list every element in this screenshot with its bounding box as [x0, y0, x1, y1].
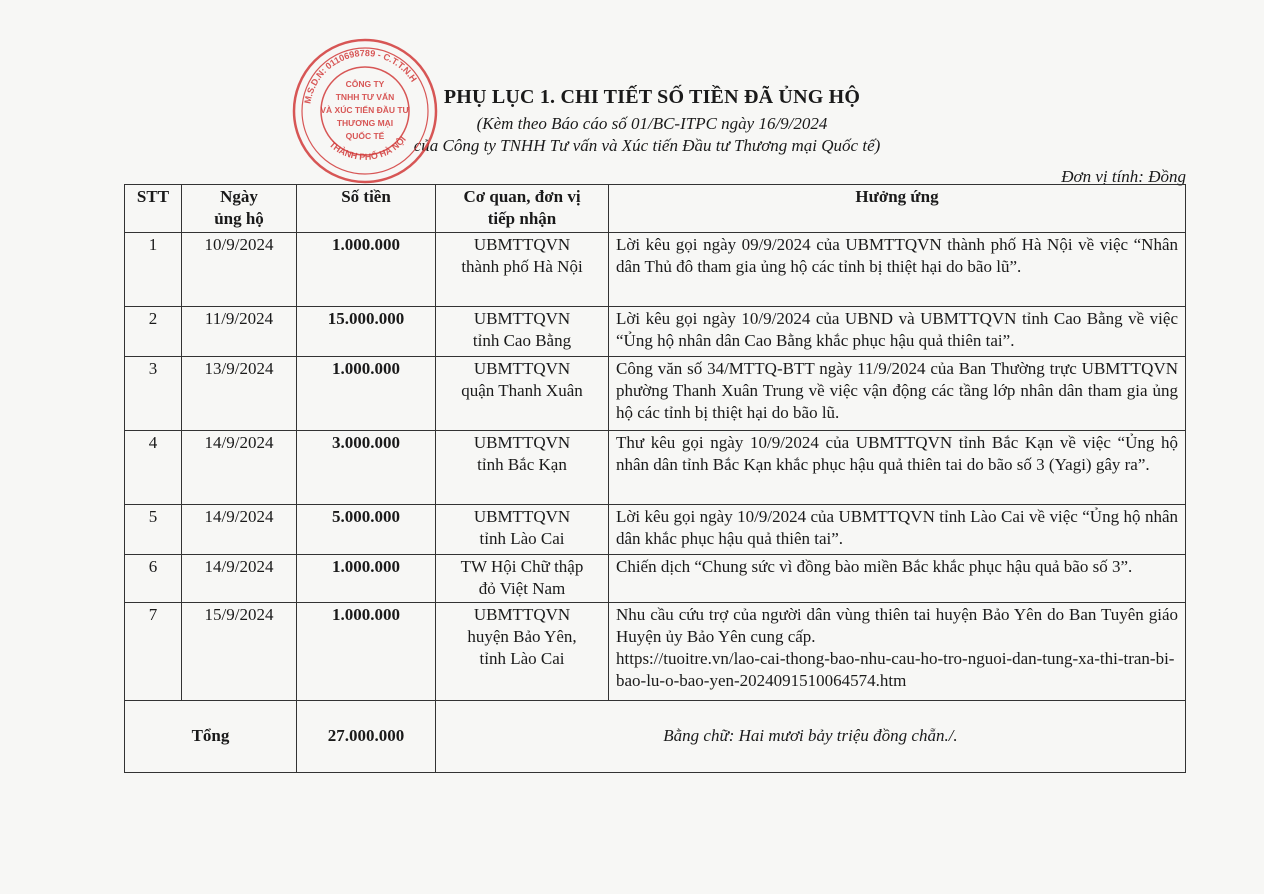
row-org-line2: thành phố Hà Nội: [461, 257, 583, 276]
header-date: [182, 185, 297, 233]
header-amount: Số tiền: [297, 185, 436, 233]
row-date: 14/9/2024: [182, 431, 297, 505]
row-org-line1: UBMTTQVN: [473, 433, 571, 452]
row-org: [436, 505, 609, 555]
row-amount: 1.000.000: [297, 603, 436, 701]
header-response: Hưởng ứng: [609, 185, 1186, 233]
stamp-center-line: VÀ XÚC TIẾN ĐẦU TƯ: [320, 105, 410, 115]
stamp-center-line: QUỐC TẾ: [345, 131, 385, 141]
row-org: [436, 431, 609, 505]
header-date-line2: ủng hộ: [214, 209, 264, 228]
header-date-line1: Ngày: [220, 187, 258, 206]
row-response: Lời kêu gọi ngày 10/9/2024 của UBMTTQVN tỉnh Lào Cai về việc “Ủng hộ nhân dân khắc phục hậu quả thiên tai”.: [609, 505, 1186, 555]
row-response-url: https://tuoitre.vn/lao-cai-thong-bao-nhu-cau-ho-tro-nguoi-dan-tung-xa-thi-tran-bi-bao-lu-o-bao-yen-2024091510064574.htm: [616, 649, 1175, 690]
row-amount: 1.000.000: [297, 233, 436, 307]
total-label: Tổng: [125, 701, 297, 773]
row-org: [436, 555, 609, 603]
row-org-line2: huyện Bảo Yên,: [467, 627, 577, 646]
row-org-line1: UBMTTQVN: [473, 605, 571, 624]
row-date: 14/9/2024: [182, 555, 297, 603]
row-org-line1: UBMTTQVN: [473, 507, 571, 526]
row-amount: 15.000.000: [297, 307, 436, 357]
row-stt: 1: [125, 233, 182, 307]
document-title: PHỤ LỤC 1. CHI TIẾT SỐ TIỀN ĐÃ ỦNG HỘ: [443, 86, 861, 108]
row-org: [436, 307, 609, 357]
document-subtitle-line1: (Kèm theo Báo cáo số 01/BC-ITPC ngày 16/9/2024: [476, 114, 828, 133]
unit-label: Đơn vị tính: Đồng: [1061, 167, 1186, 186]
row-response-text: Nhu cầu cứu trợ của người dân vùng thiên tai huyện Bảo Yên do Ban Tuyên giáo Huyện ủy Bảo Yên cung cấp.: [616, 605, 1178, 646]
company-seal-stamp: [290, 36, 440, 186]
row-date: 11/9/2024: [182, 307, 297, 357]
table-row: [125, 555, 1186, 603]
row-stt: 7: [125, 603, 182, 701]
row-org-line1: UBMTTQVN: [473, 235, 571, 254]
row-amount: 5.000.000: [297, 505, 436, 555]
row-org-line2: quận Thanh Xuân: [461, 381, 583, 400]
row-org-line1: UBMTTQVN: [473, 309, 571, 328]
row-amount: 1.000.000: [297, 555, 436, 603]
row-org-line1: TW Hội Chữ thập: [460, 557, 584, 576]
row-amount: 1.000.000: [297, 357, 436, 431]
document-header: [0, 86, 1264, 157]
stamp-ring-bottom-text: THÀNH PHỐ HÀ NỘI: [327, 134, 408, 162]
header-stt: STT: [125, 185, 182, 233]
stamp-center-line: TNHH TƯ VẤN: [335, 92, 395, 102]
total-amount: 27.000.000: [297, 701, 436, 773]
row-response: Thư kêu gọi ngày 10/9/2024 của UBMTTQVN tỉnh Bắc Kạn về việc “Ủng hộ nhân dân tỉnh Bắc Kạn khắc phục hậu quả thiên tai do bão số 3 (Yagi) gây ra”.: [609, 431, 1186, 505]
header-org: [436, 185, 609, 233]
row-response: Lời kêu gọi ngày 10/9/2024 của UBND và UBMTTQVN tỉnh Cao Bằng về việc “Ủng hộ nhân dân Cao Bằng khắc phục hậu quả thiên tai”.: [609, 307, 1186, 357]
row-date: 10/9/2024: [182, 233, 297, 307]
row-org-line2: đỏ Việt Nam: [478, 579, 566, 598]
donation-table: [124, 184, 1186, 773]
row-org: [436, 603, 609, 701]
row-org-line2: tỉnh Lào Cai: [479, 529, 565, 548]
row-stt: 3: [125, 357, 182, 431]
stamp-center-line: CÔNG TY: [345, 79, 385, 89]
row-stt: 4: [125, 431, 182, 505]
total-in-words: Bằng chữ: Hai mươi bảy triệu đồng chẵn./.: [436, 701, 1186, 773]
row-response: [609, 603, 1186, 701]
row-response: Chiến dịch “Chung sức vì đồng bào miền Bắc khắc phục hậu quả bão số 3”.: [609, 555, 1186, 603]
table-row: [125, 357, 1186, 431]
row-amount: 3.000.000: [297, 431, 436, 505]
row-date: 15/9/2024: [182, 603, 297, 701]
table-row: [125, 505, 1186, 555]
row-stt: 2: [125, 307, 182, 357]
header-org-line2: tiếp nhận: [487, 209, 557, 228]
stamp-center-line: THƯƠNG MẠI: [336, 118, 394, 128]
stamp-ring-top-text: M.S.D.N: 0110698789 - C.T.T.N.H: [302, 47, 419, 105]
table-row: [125, 233, 1186, 307]
table-row: [125, 603, 1186, 701]
table-row: [125, 307, 1186, 357]
document-subtitle-line2: của Công ty TNHH Tư vấn và Xúc tiến Đầu tư Thương mại Quốc tế): [413, 136, 881, 155]
header-org-line1: Cơ quan, đơn vị: [463, 187, 581, 206]
row-stt: 6: [125, 555, 182, 603]
total-row: [125, 701, 1186, 773]
row-response: Công văn số 34/MTTQ-BTT ngày 11/9/2024 của Ban Thường trực UBMTTQVN phường Thanh Xuân Trung về việc vận động các tầng lớp nhân dân tham gia ủng hộ các tỉnh bị thiệt hại do bão lũ.: [609, 357, 1186, 431]
row-date: 14/9/2024: [182, 505, 297, 555]
row-date: 13/9/2024: [182, 357, 297, 431]
row-org-line1: UBMTTQVN: [473, 359, 571, 378]
row-response: Lời kêu gọi ngày 09/9/2024 của UBMTTQVN thành phố Hà Nội về việc “Nhân dân Thủ đô tham gia ủng hộ các tỉnh bị thiệt hại do bão lũ”.: [609, 233, 1186, 307]
row-org-line3: tỉnh Lào Cai: [479, 649, 565, 668]
row-org-line2: tỉnh Cao Bằng: [472, 331, 572, 350]
table-row: [125, 431, 1186, 505]
row-org-line2: tỉnh Bắc Kạn: [477, 455, 567, 474]
row-stt: 5: [125, 505, 182, 555]
row-org: [436, 357, 609, 431]
row-org: [436, 233, 609, 307]
table-header-row: [125, 185, 1186, 233]
